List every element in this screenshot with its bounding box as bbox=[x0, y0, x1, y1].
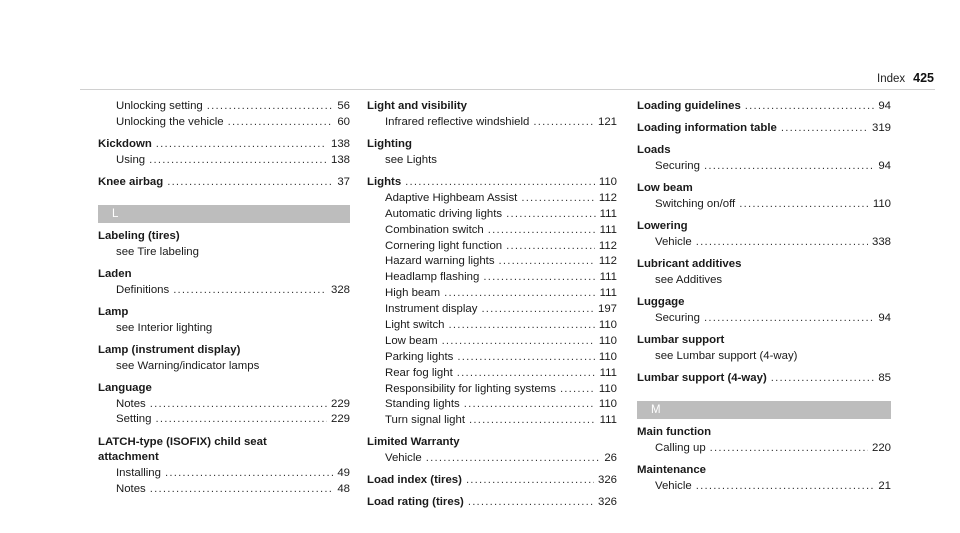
index-heading[interactable]: Loading information table ..... 319 bbox=[637, 121, 891, 137]
section-letter-m: M bbox=[637, 401, 891, 419]
index-subentry[interactable]: Hazard warning lights ..... 112 bbox=[367, 254, 617, 270]
index-column-3 bbox=[637, 99, 891, 501]
index-entry-lumbar bbox=[637, 333, 891, 365]
index-subentry[interactable]: Using ..... 138 bbox=[98, 153, 350, 169]
see-reference[interactable]: see Lumbar support (4-way) bbox=[655, 349, 798, 362]
index-subentry[interactable]: High beam ..... 111 bbox=[367, 286, 617, 302]
index-subentry[interactable]: Adaptive Highbeam Assist ..... 112 bbox=[367, 191, 617, 207]
index-subentry[interactable]: Light switch ..... 110 bbox=[367, 318, 617, 334]
index-entry-latch bbox=[98, 435, 350, 499]
index-heading[interactable]: Knee airbag ..... 37 bbox=[98, 175, 350, 191]
page-number: 425 bbox=[913, 71, 934, 85]
index-subentry[interactable]: Combination switch ..... 111 bbox=[367, 223, 617, 239]
index-subentry[interactable]: Vehicle ..... 338 bbox=[637, 235, 891, 251]
index-entry-lumbar-4way bbox=[637, 371, 891, 387]
index-subentry[interactable]: Notes ..... 229 bbox=[98, 397, 350, 413]
index-entry-load-index bbox=[367, 473, 617, 489]
index-entry-lowering bbox=[637, 219, 891, 251]
index-subentry[interactable]: Low beam ..... 110 bbox=[367, 334, 617, 350]
index-subentry[interactable]: Notes ..... 48 bbox=[98, 482, 350, 498]
index-heading[interactable]: Load index (tires) ..... 326 bbox=[367, 473, 617, 489]
index-subentry[interactable]: Infrared reflective windshield ..... 121 bbox=[367, 115, 617, 131]
see-reference[interactable]: see Lights bbox=[385, 153, 437, 166]
index-entry-labeling bbox=[98, 229, 350, 261]
see-reference[interactable]: see Interior lighting bbox=[116, 321, 213, 334]
index-subentry[interactable]: Cornering light function ..... 112 bbox=[367, 239, 617, 255]
index-entry-loading-info bbox=[637, 121, 891, 137]
index-entry-loading-guidelines bbox=[637, 99, 891, 115]
index-heading[interactable]: Lumbar support (4-way) ..... 85 bbox=[637, 371, 891, 387]
index-heading: Main function bbox=[637, 425, 712, 438]
index-heading: Lighting bbox=[367, 137, 412, 150]
index-subentry[interactable]: Unlocking setting ..... 56 bbox=[98, 99, 350, 115]
index-heading: Lumbar support bbox=[637, 334, 725, 346]
index-subentry[interactable]: Calling up ..... 220 bbox=[637, 441, 891, 457]
index-subentry[interactable]: Switching on/off ..... 110 bbox=[637, 197, 891, 213]
index-subentry[interactable]: Parking lights ..... 110 bbox=[367, 350, 617, 366]
index-heading-cont: attachment bbox=[98, 451, 159, 464]
index-entry-language bbox=[98, 381, 350, 429]
index-entry-load-rating bbox=[367, 495, 617, 511]
index-entry-limited-warranty bbox=[367, 435, 617, 467]
index-entry-maintenance bbox=[637, 463, 891, 495]
index-subentry[interactable]: Rear fog light ..... 111 bbox=[367, 366, 617, 382]
index-subentry[interactable]: Headlamp flashing ..... 111 bbox=[367, 270, 617, 286]
index-entry-lamp-instrument bbox=[98, 343, 350, 375]
index-heading: Labeling (tires) bbox=[98, 229, 180, 242]
index-heading: Maintenance bbox=[637, 463, 706, 476]
index-heading: Lubricant additives bbox=[637, 258, 742, 271]
section-letter-l: L bbox=[98, 205, 350, 223]
index-subentry[interactable]: Turn signal light ..... 111 bbox=[367, 413, 617, 429]
index-subentry[interactable]: Vehicle ..... 26 bbox=[367, 451, 617, 467]
index-subentry[interactable]: Securing ..... 94 bbox=[637, 159, 891, 175]
index-heading: Lowering bbox=[637, 220, 688, 233]
index-subentry[interactable]: Installing ..... 49 bbox=[98, 466, 350, 482]
index-subentry[interactable]: Definitions ..... 328 bbox=[98, 283, 350, 299]
index-heading: Light and visibility bbox=[367, 100, 467, 112]
index-entry-lighting bbox=[367, 137, 617, 169]
index-entry-low-beam bbox=[637, 181, 891, 213]
index-heading: Laden bbox=[98, 267, 132, 280]
index-column-1 bbox=[98, 99, 350, 504]
index-entry-light-visibility bbox=[367, 99, 617, 131]
index-entry-luggage bbox=[637, 295, 891, 327]
index-heading: Limited Warranty bbox=[367, 436, 460, 449]
header-rule bbox=[80, 89, 935, 90]
index-heading: Language bbox=[98, 381, 152, 394]
index-subentry[interactable]: Automatic driving lights ..... 111 bbox=[367, 207, 617, 223]
index-subentry[interactable]: Securing ..... 94 bbox=[637, 311, 891, 327]
index-heading[interactable]: Lights ..... 110 bbox=[367, 175, 617, 191]
index-entry-laden bbox=[98, 267, 350, 299]
see-reference[interactable]: see Tire labeling bbox=[116, 245, 199, 258]
index-heading: Low beam bbox=[637, 182, 693, 195]
index-heading: LATCH-type (ISOFIX) child seat bbox=[98, 435, 267, 448]
index-entry-main-function bbox=[637, 425, 891, 457]
page-header bbox=[877, 71, 934, 85]
index-heading: Lamp (instrument display) bbox=[98, 343, 241, 356]
index-heading: Lamp bbox=[98, 305, 129, 318]
index-subentry[interactable]: Vehicle ..... 21 bbox=[637, 479, 891, 495]
index-entry-lubricant bbox=[637, 257, 891, 289]
index-heading: Loads bbox=[637, 144, 671, 157]
index-heading[interactable]: Kickdown ..... 138 bbox=[98, 137, 350, 153]
index-entry-kickdown bbox=[98, 137, 350, 169]
index-subentry[interactable]: Instrument display ..... 197 bbox=[367, 302, 617, 318]
index-subentry[interactable]: Standing lights ..... 110 bbox=[367, 397, 617, 413]
index-heading[interactable]: Loading guidelines ..... 94 bbox=[637, 99, 891, 115]
index-label: Index bbox=[877, 73, 906, 85]
see-reference[interactable]: see Additives bbox=[655, 273, 723, 286]
index-entry-unlocking-cont bbox=[98, 99, 350, 131]
index-subentry[interactable]: Responsibility for lighting systems ..... 110 bbox=[367, 382, 617, 398]
index-entry-loads bbox=[637, 143, 891, 175]
index-subentry[interactable]: Unlocking the vehicle ..... 60 bbox=[98, 115, 350, 131]
index-entry-lamp bbox=[98, 305, 350, 337]
index-heading[interactable]: Load rating (tires) ..... 326 bbox=[367, 495, 617, 511]
index-entry-lights bbox=[367, 175, 617, 429]
see-reference[interactable]: see Warning/indicator lamps bbox=[116, 359, 260, 372]
index-entry-knee-airbag bbox=[98, 175, 350, 191]
index-subentry[interactable]: Setting ..... 229 bbox=[98, 412, 350, 428]
index-column-2 bbox=[367, 99, 617, 518]
index-heading: Luggage bbox=[637, 296, 685, 309]
